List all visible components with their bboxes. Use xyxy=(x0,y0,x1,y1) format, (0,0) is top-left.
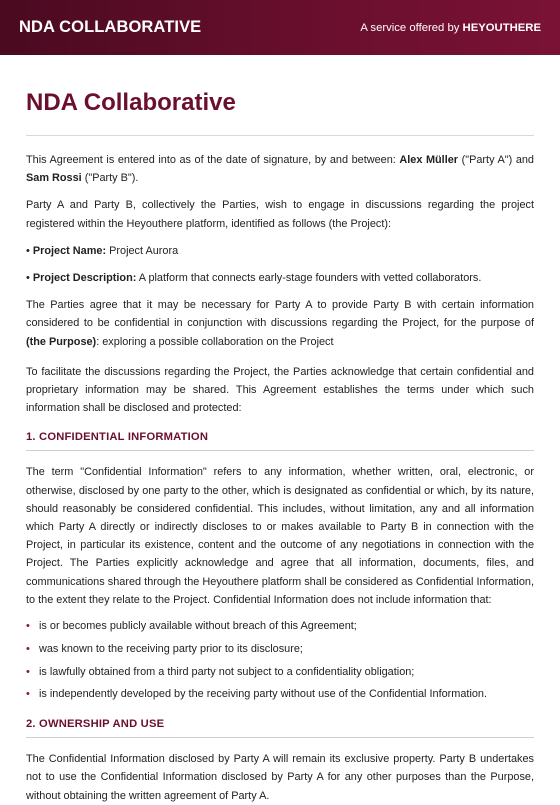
brand-name: NDA COLLABORATIVE xyxy=(19,18,202,36)
party-b-name: Sam Rossi xyxy=(26,172,82,185)
project-name-line xyxy=(26,242,534,260)
service-name: HEYOUTHERE xyxy=(462,21,541,34)
intro-text-2: ("Party A") and xyxy=(458,154,534,166)
project-name-value: Project Aurora xyxy=(106,244,179,257)
section-1-heading: 1. CONFIDENTIAL INFORMATION xyxy=(26,431,209,444)
header-bar xyxy=(0,0,560,55)
exclusion-text: is or becomes publicly available without breach of this Agreement; xyxy=(39,620,357,633)
section-1-body: The term "Confidential Information" refers to any information, whether written, oral, electronic, or otherwise, disclosed by one party to the other, which is designated as confidential or which, by its nature, should reasonably be considered confidential. This includes, without limitation, any and all information which Party A directly or indirectly discloses to or makes available to Party B in connection with the Project, in particular its existence, content and the outcome of any negotiations in connection with the Project. The Parties explicitly acknowledge and agree that all information, documents, files, and communications shared through the Heyouthere platform shall be considered as Confidential Information, to the extent they relate to the Project. Confidential Information does not include information that: xyxy=(26,466,534,606)
purpose-paragraph xyxy=(26,296,534,351)
title-divider xyxy=(26,135,534,136)
project-name-label: Project Name: xyxy=(32,244,107,257)
section-2-body: The Confidential Information disclosed by Party A will remain its exclusive property. Party B undertakes not to use the Confidential Information disclosed by Party A for any other purposes than the Purpose, without obtaining the written agreement of Party A. xyxy=(26,753,534,802)
bullet-icon: • xyxy=(26,642,30,655)
list-item xyxy=(26,685,534,703)
exclusion-text: is independently developed by the receiving party without use of the Confidential Information. xyxy=(39,688,488,701)
bullet-icon: • xyxy=(26,620,30,633)
intro-text-3: ("Party B"). xyxy=(81,172,139,185)
project-description-label: Project Description: xyxy=(32,272,137,285)
project-description-line xyxy=(26,269,534,287)
facilitate-paragraph: To facilitate the discussions regarding the Project, the Parties acknowledge that certain confidential and proprietary information may be shared. This Agreement establishes the terms under which such information shall be disclosed and protected: xyxy=(26,365,534,415)
project-description-value: A platform that connects early-stage founders with vetted collaborators. xyxy=(136,272,482,285)
section-1-divider xyxy=(26,450,534,451)
intro-text-1: This Agreement is entered into as of the date of signature, by and between: xyxy=(26,154,400,166)
purpose-text-2: : exploring a possible collaboration on the Project xyxy=(96,335,334,348)
bullet-icon: • xyxy=(26,665,30,678)
intro-paragraph xyxy=(26,151,534,187)
service-prefix: A service offered by xyxy=(360,21,460,34)
section-2-divider xyxy=(26,737,534,738)
service-credit xyxy=(360,22,541,34)
list-item xyxy=(26,617,534,635)
exclusions-list xyxy=(26,617,534,704)
bullet: • xyxy=(26,244,30,257)
section-2-heading: 2. OWNERSHIP AND USE xyxy=(26,718,165,731)
list-item xyxy=(26,640,534,658)
list-item xyxy=(26,663,534,681)
purpose-bold: (the Purpose) xyxy=(26,335,97,348)
document-title: NDA Collaborative xyxy=(26,89,236,116)
document-body xyxy=(0,88,560,805)
party-a-name: Alex Müller xyxy=(399,154,459,166)
bullet: • xyxy=(26,272,30,285)
parties-paragraph: Party A and Party B, collectively the Parties, wish to engage in discussions regarding the project registered within the Heyouthere platform, identified as follows (the Project): xyxy=(26,199,534,230)
bullet-icon: • xyxy=(26,688,30,701)
purpose-text-1: The Parties agree that it may be necessary for Party A to provide Party B with certain information considered to be confidential in conjunction with discussions regarding the Project, for the purpose of xyxy=(26,299,534,330)
exclusion-text: was known to the receiving party prior to its disclosure; xyxy=(39,642,303,655)
exclusion-text: is lawfully obtained from a third party not subject to a confidentiality obligation; xyxy=(39,665,415,678)
